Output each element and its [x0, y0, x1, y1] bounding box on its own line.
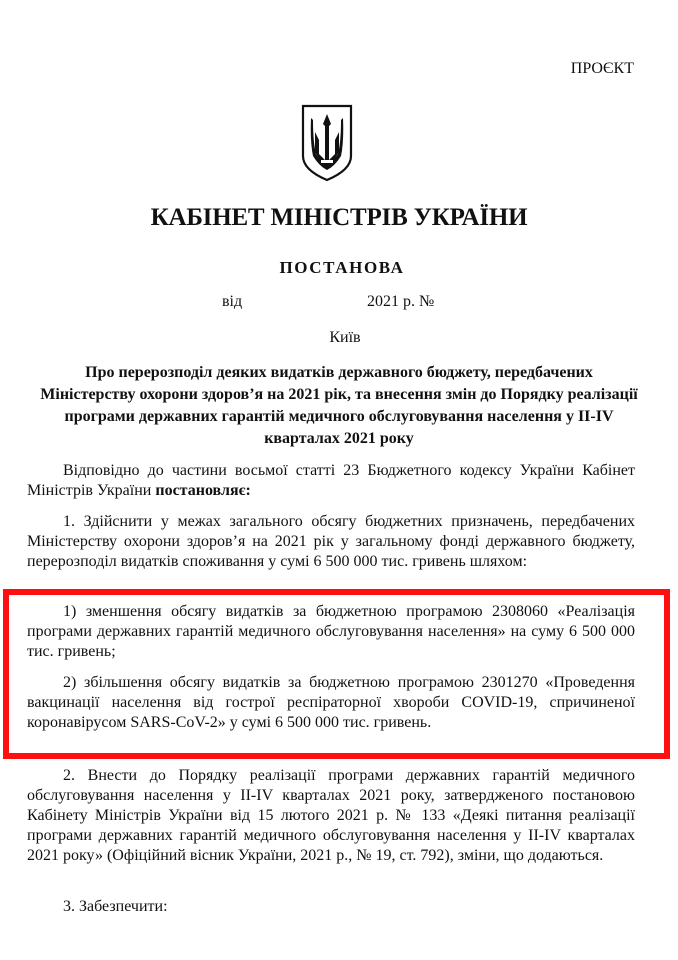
date-from-label: від	[222, 293, 243, 310]
preamble-bold: постановляє:	[155, 482, 251, 499]
issuer-title: КАБІНЕТ МІНІСТРІВ УКРАЇНИ	[150, 204, 528, 231]
preamble	[27, 461, 635, 501]
trident-coat-of-arms-icon	[301, 104, 353, 182]
document-title: Про перерозподіл деяких видатків державного бюджету, передбачених Міністерству охорони здоров’я на 2021 рік, та внесення змін до Порядку реалізації програми державних гарантій медичного обслуговування населення у ІІ-ІV кварталах 2021 року	[40, 364, 638, 447]
preamble-text: Відповідно до частини восьмої статті 23 Бюджетного кодексу України Кабінет Міністрів України	[27, 462, 635, 499]
city: Київ	[329, 329, 361, 346]
paragraph-1: 1. Здійснити у межах загального обсягу бюджетних призначень, передбачених Міністерству охорони здоров’я на 2021 рік у загальному фонді державного бюджету, перерозподіл видатків споживання у сумі 6 500 000 тис. гривень шляхом:	[27, 513, 635, 570]
date-year-number: 2021 р. №	[367, 293, 435, 310]
draft-mark: ПРОЄКТ	[570, 60, 634, 77]
document-type: ПОСТАНОВА	[279, 258, 405, 277]
paragraph-2: 2. Внести до Порядку реалізації програми державних гарантій медичного обслуговування населення у ІІ-IV кварталах 2021 року, затвердженого постановою Кабінету Міністрів України від 15 лютого 2021 р. № 133 «Деякі питання реалізації програми державних гарантій медичного обслуговування населення у ІІ-IV кварталах 2021 року» (Офіційний вісник України, 2021 р., № 19, ст. 792), зміни, що додаються.	[27, 767, 635, 864]
paragraph-1-2: 2) збільшення обсягу видатків за бюджетною програмою 2301270 «Проведення вакцинації населення від гострої респіраторної хвороби COVID-19, спричиненої коронавірусом SARS-CoV-2» у сумі 6 500 000 тис. гривень.	[27, 674, 635, 731]
paragraph-1-1: 1) зменшення обсягу видатків за бюджетною програмою 2308060 «Реалізація програми державних гарантій медичного обслуговування населення» на суму 6 500 000 тис. гривень;	[27, 603, 635, 660]
paragraph-3: 3. Забезпечити:	[63, 898, 168, 915]
